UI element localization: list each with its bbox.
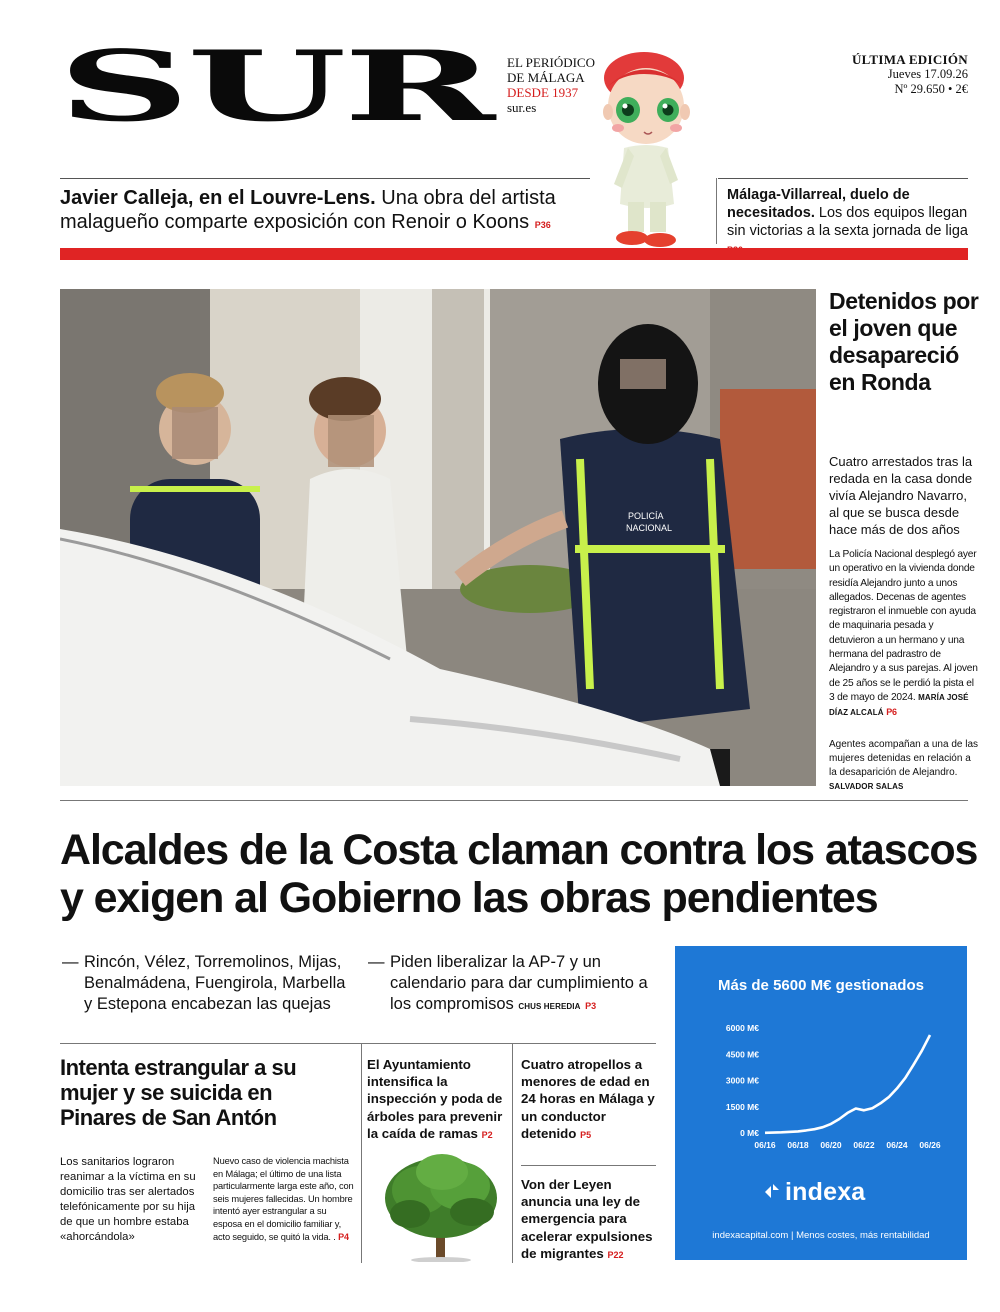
newspaper-logo: SUR — [58, 28, 493, 143]
red-divider-bar — [60, 248, 968, 260]
indexa-ad[interactable] — [675, 946, 967, 1260]
teaser-right-text: Los dos equipos llegan sin victorias a la sexta jornada de liga — [727, 205, 968, 239]
lead-headline[interactable]: Detenidos por el joven que desapareció en Ronda — [829, 288, 979, 395]
y-tick-label: 4500 M€ — [725, 1049, 759, 1060]
lead-subhead: Cuatro arrestados tras la redada en la casa donde vivía Alejandro Navarro, al que se busca desde hace más de dos años — [829, 454, 973, 537]
x-tick-label: 06/20 — [820, 1140, 842, 1150]
main-bullet-1 — [62, 952, 352, 1015]
website-link[interactable]: sur.es — [507, 100, 537, 115]
story-1-headline[interactable]: Intenta estrangular a su mujer y se suicida en Pinares de San Antón — [60, 1055, 297, 1130]
col-divider-2 — [512, 1043, 513, 1263]
bullet-2-body — [390, 952, 668, 1017]
photo-caption — [829, 738, 979, 794]
lead-byline: MARÍA JOSÉ DÍAZ ALCALÁ — [829, 692, 969, 718]
story-3-page: P5 — [580, 1129, 592, 1140]
section-rule — [60, 800, 968, 801]
teaser-right-bold: Málaga-Villarreal, duelo de necesitados. — [727, 187, 910, 221]
tagline-founded: DESDE 1937 — [507, 85, 579, 100]
ad-chart — [675, 946, 967, 1176]
x-tick-label: 06/26 — [919, 1140, 941, 1150]
indexa-logo: indexa — [785, 1178, 866, 1206]
ad-footer: indexacapital.com | Menos costes, más rentabilidad — [712, 1230, 930, 1241]
story-1-body — [213, 1155, 356, 1243]
lead-body — [829, 548, 979, 721]
y-tick-label: 0 M€ — [740, 1128, 759, 1138]
story-2-headline-text: El Ayuntamiento intensifica la inspección y poda de árboles para prevenir la caída de ramas — [367, 1057, 503, 1141]
issue-number: Nº 29.650 • 2€ — [894, 82, 968, 96]
chart-series-line — [765, 1035, 930, 1133]
story-4-page: P22 — [607, 1249, 624, 1260]
x-tick-label: 06/24 — [886, 1140, 908, 1150]
teaser-left-text: Una obra del artista malagueño comparte exposición con Renoir o Koons — [60, 187, 556, 233]
bottom-rule — [60, 1043, 656, 1044]
mascot-illustration — [588, 44, 698, 250]
bullet-1-text: Rincón, Vélez, Torremolinos, Mijas, Benalmádena, Fuengirola, Marbella y Estepona encabezan las quejas — [84, 953, 346, 1013]
story-4-headline[interactable] — [521, 1176, 661, 1264]
story-2-headline[interactable] — [367, 1056, 507, 1144]
story-1-page: P4 — [338, 1231, 349, 1242]
story-divider — [521, 1165, 656, 1166]
masthead-tagline — [507, 55, 595, 115]
dash-icon: — — [368, 953, 385, 971]
dash-icon: — — [62, 953, 79, 971]
vest-text-2: NACIONAL — [626, 523, 673, 533]
story-1-body-text: Nuevo caso de violencia machista en Málaga; el último de una lista particularmente larga este año, con seis mujeres fallecidas. Un hombre intentó ayer estrangular a su esposa en el domicilio familiar y, acto seguido, se quitó la vida. . — [213, 1156, 354, 1242]
story-1-summary: Los sanitarios lograron reanimar a la víctima en su domicilio tras ser alertados telefónicamente por su hija de que un hombre estaba «ahorcándola» — [60, 1156, 196, 1243]
vest-text-1: POLICÍA — [628, 511, 664, 521]
x-tick-label: 06/22 — [853, 1140, 875, 1150]
tree-image — [380, 1150, 502, 1267]
story-2-page: P2 — [481, 1129, 493, 1140]
ad-title: Más de 5600 M€ gestionados — [718, 977, 924, 994]
photo-credit: SALVADOR SALAS — [829, 782, 904, 791]
edition-label: ÚLTIMA EDICIÓN — [851, 52, 968, 67]
main-page: P3 — [585, 1001, 597, 1011]
masthead-rule-left — [60, 178, 590, 179]
caption-text: Agentes acompañan a una de las mujeres detenidas en relación a la desaparición de Alejandro. — [829, 739, 978, 778]
story-4-headline-text: Von der Leyen anuncia una ley de emergencia para acelerar expulsiones de migrantes — [521, 1177, 653, 1261]
lead-photo[interactable] — [60, 289, 816, 786]
teaser-left-page: P36 — [534, 220, 551, 230]
col-divider-1 — [361, 1043, 362, 1263]
lead-body-text: La Policía Nacional desplegó ayer un operativo en la vivienda donde residía Alejandro junto a unos allegados. Decenas de agentes registraron el inmueble con ayuda de maquinaria pesada y detuvieron a un hermano y una hermana del padrastro de Alejandro y a sus parejas. Al joven de 25 años se le perdió la pista el 3 de mayo de 2024. — [829, 549, 978, 703]
y-tick-label: 1500 M€ — [725, 1101, 759, 1112]
bullet-2-text: Piden liberalizar la AP-7 y un calendario para dar cumplimiento a los compromisos — [390, 953, 648, 1013]
x-tick-label: 06/16 — [754, 1140, 776, 1150]
x-tick-label: 06/18 — [787, 1140, 809, 1150]
edition-info — [852, 52, 968, 97]
main-bullet-2 — [368, 952, 668, 1017]
lead-page: P6 — [886, 707, 897, 718]
masthead-rule-right — [718, 178, 968, 179]
teaser-divider — [716, 178, 717, 244]
indexa-logo-icon — [763, 1182, 781, 1200]
tagline-line-1: EL PERIÓDICO — [507, 55, 595, 70]
main-headline[interactable]: Alcaldes de la Costa claman contra los atascos y exigen al Gobierno las obras pendientes — [60, 826, 978, 922]
y-tick-label: 6000 M€ — [725, 1023, 759, 1033]
main-byline: CHUS HEREDIA — [518, 1002, 581, 1011]
issue-date: Jueves 17.09.26 — [887, 67, 968, 81]
story-3-headline[interactable] — [521, 1056, 661, 1144]
y-tick-label: 3000 M€ — [725, 1075, 759, 1086]
teaser-left-bold: Javier Calleja, en el Louvre-Lens. — [60, 187, 376, 209]
teaser-left[interactable] — [60, 186, 580, 237]
tagline-line-2: DE MÁLAGA — [507, 70, 585, 85]
story-3-headline-text: Cuatro atropellos a menores de edad en 24 horas en Málaga y un conductor detenido — [521, 1057, 655, 1141]
